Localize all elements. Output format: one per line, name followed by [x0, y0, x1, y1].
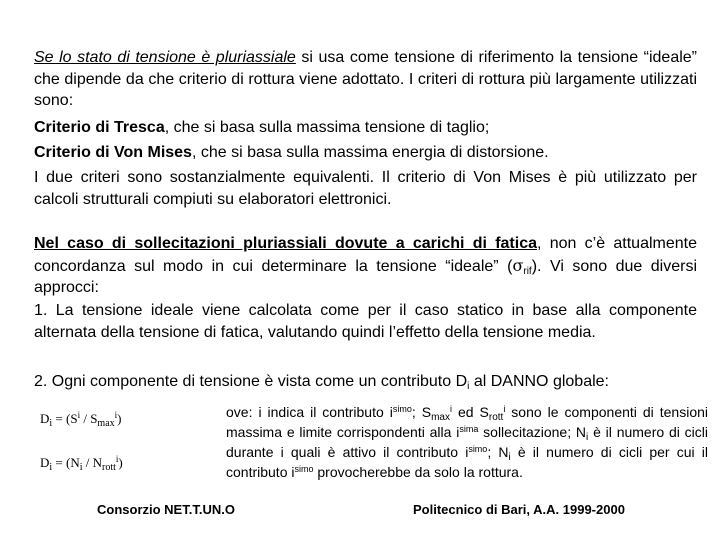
equivalence-text: I due criteri sono sostanzialmente equivalenti. Il criterio di Von Mises è più utilizzato per calcoli strutturali compiuti su elaboratori elettronici. — [34, 169, 697, 208]
approach-1-text: 1. La tensione ideale viene calcolata come per il caso statico in base alla componente alternata della tensione di fatica, valutando quindi l’effetto della tensione media. — [34, 302, 697, 341]
footer-left: Consorzio NET.T.UN.O — [97, 502, 235, 517]
intro-emphasis: Se lo stato di tensione è pluriassiale — [34, 49, 296, 66]
fatigue-lead: Nel caso di sollecitazioni pluriassiali dovute a carichi di fatica — [34, 235, 537, 252]
approach-2 — [34, 371, 697, 393]
vonmises-name: Criterio di Von Mises — [34, 144, 192, 161]
paragraph-intro — [34, 47, 697, 112]
approach-2-pre: 2. Ogni componente di tensione è vista come un contributo D — [34, 373, 468, 390]
footer-right: Politecnico di Bari, A.A. 1999-2000 — [413, 502, 625, 517]
formula-block — [40, 403, 220, 483]
vonmises-desc: , che si basa sulla massima energia di distorsione. — [191, 144, 549, 161]
sigma-subscript: rif — [523, 265, 532, 277]
formula-legend: ove: i indica il contributo $i^{simo}$; $S_{max}^i$ ed $S_{rott}^i$ sono le componenti di tensioni massima e limite corrispondenti alla $i^{sima}$ sollecitazione; $N_i$ è il numero di cicli durante i quali è attivo il contributo $i^{simo}$; $N_i$ è il numero di cicli per cui il contributo $i^{simo}$ provocherebbe da solo la rottura. — [226, 404, 709, 480]
tresca-name: Criterio di Tresca — [34, 119, 165, 136]
fatigue-tail: ). Vi sono due diversi approcci: — [34, 257, 698, 296]
formula-cycles: $D_i = (N_i / N_{rott}^i)$ — [40, 454, 123, 473]
approach-2-sub: i — [467, 381, 470, 392]
tresca-line — [34, 117, 697, 139]
sigma-symbol: σ — [512, 255, 524, 275]
fatigue-text: , non c’è attualmente concordanza sul modo in cui determinare la tensione “ideale” ( — [34, 235, 697, 275]
tresca-desc: , che si basa sulla massima tensione di taglio; — [164, 119, 490, 136]
approach-1 — [34, 300, 697, 343]
vonmises-line — [34, 142, 697, 164]
approach-2-post: al DANNO globale: — [469, 373, 609, 390]
intro-text: si usa come tensione di riferimento la tensione “ideale” che dipende da che criterio di rottura viene adottato. I criteri di rottura più largamente utilizzati sono: — [34, 49, 698, 109]
paragraph-equivalence — [34, 167, 697, 210]
formula-stress: $D_i = (S^i / S_{max}^i)$ — [40, 410, 122, 429]
paragraph-fatigue — [34, 233, 697, 299]
